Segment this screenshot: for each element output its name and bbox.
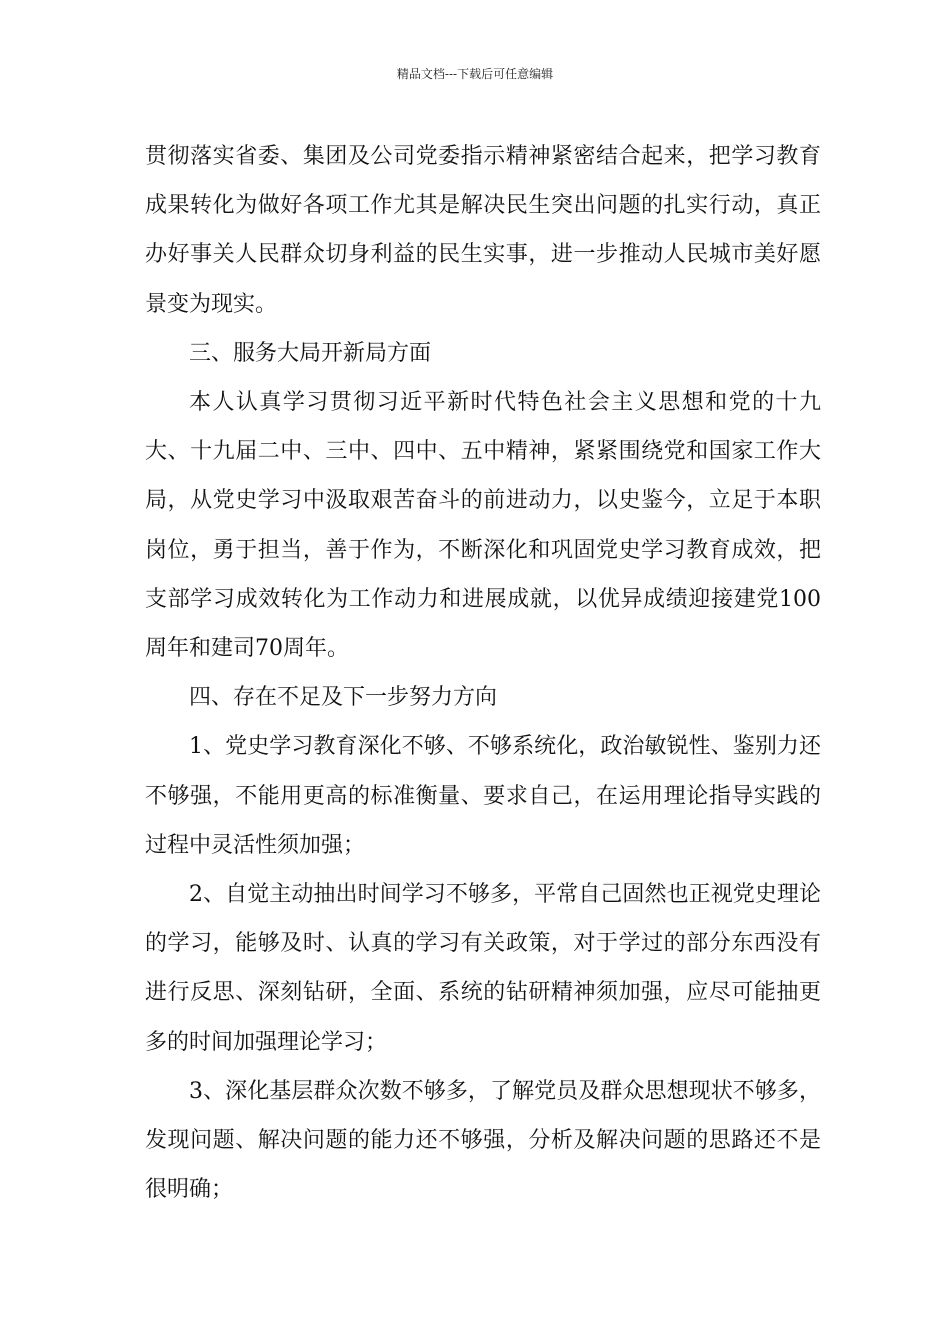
document-body (145, 132, 821, 1214)
section-heading-3: 三、服务大局开新局方面 (189, 340, 432, 366)
section-heading-4: 四、存在不足及下一步努力方向 (189, 685, 498, 711)
paragraph-item-1: 1、党史学习教育深化不够、不够系统化，政治敏锐性、鉴别力还不够强，不能用更高的标准衡量、要求自己，在运用理论指导实践的过程中灵活性须加强； (145, 734, 821, 858)
paragraph-service-overall: 本人认真学习贯彻习近平新时代特色社会主义思想和党的十九大、十九届二中、三中、四中、五中精神，紧紧围绕党和国家工作大局，从党史学习中汲取艰苦奋斗的前进动力，以史鉴今，立足于本职岗位，勇于担当，善于作为，不断深化和巩固党史学习教育成效，把支部学习成效转化为工作动力和进展成就，以优异成绩迎接建党100周年和建司70周年。 (145, 390, 821, 662)
paragraph-item-3: 3、深化基层群众次数不够多，了解党员及群众思想现状不够多，发现问题、解决问题的能力还不够强，分析及解决问题的思路还不是很明确； (145, 1078, 821, 1203)
paragraph-continuation: 贯彻落实省委、集团及公司党委指示精神紧密结合起来，把学习教育成果转化为做好各项工作尤其是解决民生突出问题的扎实行动，真正办好事关人民群众切身利益的民生实事，进一步推动人民城市美好愿景变为现实。 (145, 144, 821, 317)
page-header: 精品文档---下载后可任意编辑 (396, 67, 554, 81)
paragraph-item-2: 2、自觉主动抽出时间学习不够多，平常自己固然也正视党史理论的学习，能够及时、认真的学习有关政策，对于学过的部分东西没有进行反思、深刻钻研，全面、系统的钻研精神须加强，应尽可能抽更多的时间加强理论学习； (145, 882, 821, 1055)
